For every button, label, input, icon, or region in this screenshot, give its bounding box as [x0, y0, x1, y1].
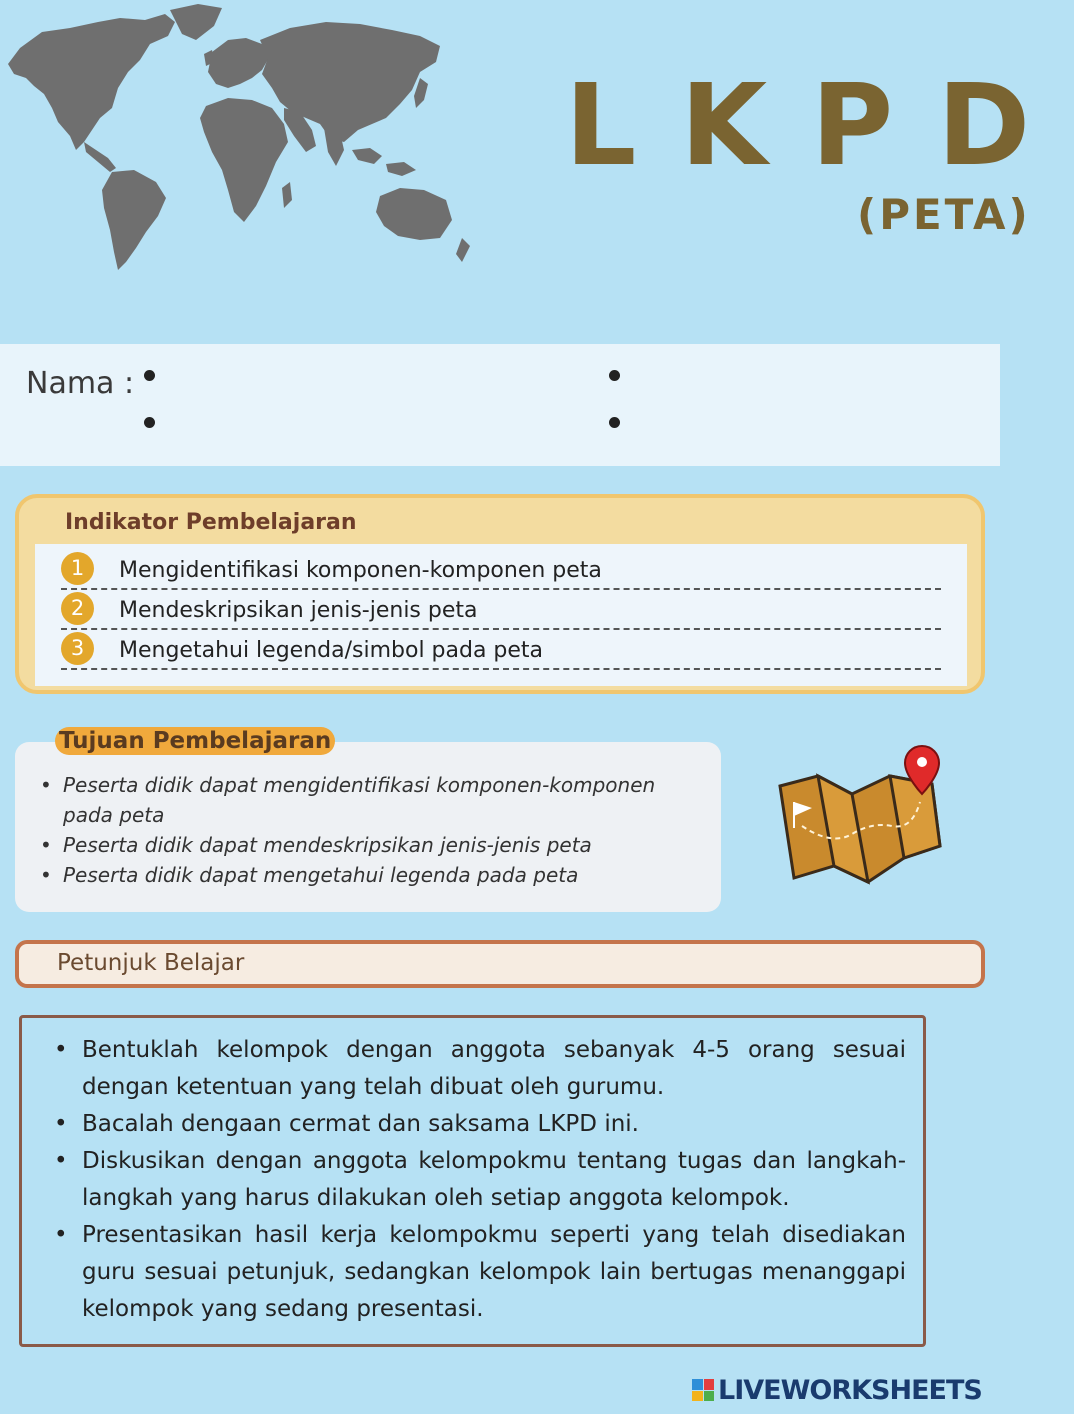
- number-badge: 1: [61, 552, 94, 585]
- list-item: • Presentasikan hasil kerja kelompokmu seperti yang telah disediakan guru sesuai petunjuk, sedangkan kelompok lain bertugas menanggapi kelompok yang sedang presentasi.: [54, 1217, 906, 1328]
- name-label: Nama :: [26, 366, 135, 401]
- page-subtitle: (PETA): [857, 190, 1031, 239]
- indikator-text: Mengetahui legenda/simbol pada peta: [119, 638, 544, 663]
- instructions-panel: [19, 1015, 926, 1347]
- indikator-panel: [15, 494, 985, 694]
- tujuan-title: Tujuan Pembelajaran: [55, 727, 335, 755]
- petunjuk-header: [15, 940, 985, 988]
- list-item: • Bacalah dengaan cermat dan saksama LKPD ini.: [54, 1106, 906, 1143]
- indikator-list: [35, 544, 967, 686]
- indikator-text: Mengidentifikasi komponen-komponen peta: [119, 558, 602, 583]
- list-item: • Peserta didik dapat mengetahui legenda pada peta: [40, 860, 700, 890]
- indikator-text: Mendeskripsikan jenis-jenis peta: [119, 598, 478, 623]
- indikator-title: Indikator Pembelajaran: [65, 510, 357, 535]
- liveworksheets-brand[interactable]: [692, 1374, 982, 1406]
- petunjuk-title: Petunjuk Belajar: [57, 950, 245, 976]
- tujuan-list: [40, 770, 700, 890]
- list-item: • Peserta didik dapat mengidentifikasi komponen-komponen pada peta: [40, 770, 700, 830]
- number-badge: 2: [61, 592, 94, 625]
- list-item: • Peserta didik dapat mendeskripsikan jenis-jenis peta: [40, 830, 700, 860]
- page-title: LKPD: [565, 61, 1074, 191]
- name-field-1[interactable]: [144, 370, 155, 381]
- world-map-illustration: [0, 0, 480, 280]
- indikator-item: [61, 592, 941, 630]
- list-item: • Diskusikan dengan anggota kelompokmu tentang tugas dan langkah-langkah yang harus dilakukan oleh setiap anggota kelompok.: [54, 1143, 906, 1217]
- instructions-list: [54, 1032, 906, 1328]
- list-item: • Bentuklah kelompok dengan anggota sebanyak 4-5 orang sesuai dengan ketentuan yang telah dibuat oleh gurumu.: [54, 1032, 906, 1106]
- name-section: [0, 344, 1000, 466]
- liveworksheets-logo-icon: [692, 1379, 714, 1401]
- name-field-4[interactable]: [609, 417, 620, 428]
- number-badge: 3: [61, 632, 94, 665]
- indikator-item: [61, 552, 941, 590]
- brand-name: LIVEWORKSHEETS: [718, 1374, 982, 1406]
- indikator-item: [61, 632, 941, 670]
- name-field-3[interactable]: [609, 370, 620, 381]
- treasure-map-icon: [772, 706, 952, 896]
- name-field-2[interactable]: [144, 417, 155, 428]
